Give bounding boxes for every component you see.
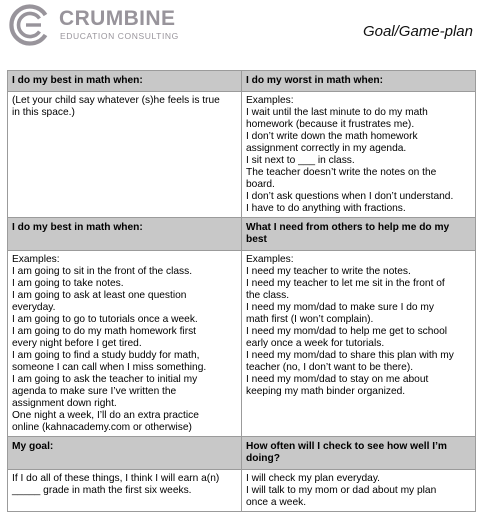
text-line: early once a week for tutorials. bbox=[246, 338, 385, 349]
text-line: agenda to make sure I’ve written the bbox=[12, 386, 177, 397]
text-line: I am going to ask at least one question bbox=[12, 290, 187, 301]
text-line: teacher (no, I don’t want to be there). bbox=[246, 362, 414, 373]
left-heading: I do my best in math when: bbox=[8, 218, 242, 251]
text-line: once a week. bbox=[246, 497, 307, 508]
text-line: every night before I get tired. bbox=[12, 338, 142, 349]
section-body-row bbox=[8, 470, 476, 512]
right-body-cell bbox=[242, 92, 476, 218]
plan-table bbox=[7, 70, 476, 512]
brand-name: CRUMBINE bbox=[59, 7, 176, 30]
text-line: someone I can call when I miss something. bbox=[12, 362, 207, 373]
text-line: I need my teacher to write the notes. bbox=[246, 266, 411, 277]
text-line: I don’t ask questions when I don’t understand. bbox=[246, 191, 454, 202]
document-title: Goal/Game-plan bbox=[362, 23, 473, 40]
text-line: _____ grade in math the first six weeks. bbox=[12, 485, 192, 496]
text-line: assignment correctly in my agenda. bbox=[246, 143, 407, 154]
section-heading-row bbox=[8, 218, 476, 251]
section-body-row bbox=[8, 92, 476, 218]
left-body-cell bbox=[8, 470, 242, 512]
text-line: I will check my plan everyday. bbox=[246, 473, 380, 484]
left-body-cell bbox=[8, 92, 242, 218]
section-heading-row bbox=[8, 71, 476, 92]
text-line: I am going to go to tutorials once a week. bbox=[12, 314, 198, 325]
text-line: If I do all of these things, I think I will earn a(n) bbox=[12, 473, 220, 484]
text-line: I need my mom/dad to make sure I do my bbox=[246, 302, 434, 313]
text-line: One night a week, I’ll do an extra practice bbox=[12, 410, 199, 421]
crumbine-c-mark-icon bbox=[8, 3, 52, 47]
text-line: homework (because it frustrates me). bbox=[246, 119, 415, 130]
text-line: assignment down right. bbox=[12, 398, 117, 409]
text-line: The teacher doesn’t write the notes on the bbox=[246, 167, 437, 178]
text-line: I wait until the last minute to do my math bbox=[246, 107, 428, 118]
section-heading-row bbox=[8, 437, 476, 470]
text-line: I am going to take notes. bbox=[12, 278, 124, 289]
right-body-cell bbox=[242, 470, 476, 512]
right-body-cell bbox=[242, 251, 476, 437]
text-line: Examples: bbox=[246, 254, 294, 265]
right-heading: What I need from others to help me do my best bbox=[242, 218, 476, 251]
text-line: the class. bbox=[246, 290, 290, 301]
text-line: I need my mom/dad to help me get to school bbox=[246, 326, 448, 337]
text-line: (Let your child say whatever (s)he feels is true bbox=[12, 95, 220, 106]
text-line: everyday. bbox=[12, 302, 56, 313]
text-line: I sit next to ___ in class. bbox=[246, 155, 355, 166]
text-line: I don’t write down the math homework bbox=[246, 131, 418, 142]
text-line: I need my teacher to let me sit in the front of bbox=[246, 278, 445, 289]
text-line: I am going to find a study buddy for math, bbox=[12, 350, 200, 361]
text-line: keeping my math binder organized. bbox=[246, 386, 406, 397]
left-heading: I do my best in math when: bbox=[8, 71, 242, 92]
text-line: I am going to ask the teacher to initial my bbox=[12, 374, 198, 385]
text-line: I will talk to my mom or dad about my plan bbox=[246, 485, 437, 496]
right-heading: I do my worst in math when: bbox=[242, 71, 476, 92]
text-line: in this space.) bbox=[12, 107, 75, 118]
text-line: I have to do anything with fractions. bbox=[246, 203, 406, 214]
right-heading: How often will I check to see how well I’m doing? bbox=[242, 437, 476, 470]
brand-tagline: EDUCATION CONSULTING bbox=[60, 31, 179, 41]
text-line: online (kahnacademy.com or otherwise) bbox=[12, 422, 192, 433]
crumbine-logo bbox=[8, 3, 188, 49]
section-body-row bbox=[8, 251, 476, 437]
left-body-cell bbox=[8, 251, 242, 437]
left-heading: My goal: bbox=[8, 437, 242, 470]
text-line: I am going to do my math homework first bbox=[12, 326, 197, 337]
text-line: math first (I won’t complain). bbox=[246, 314, 374, 325]
text-line: I am going to sit in the front of the class. bbox=[12, 266, 193, 277]
text-line: Examples: bbox=[12, 254, 60, 265]
text-line: board. bbox=[246, 179, 275, 190]
text-line: I need my mom/dad to stay on me about bbox=[246, 374, 429, 385]
text-line: Examples: bbox=[246, 95, 294, 106]
text-line: I need my mom/dad to share this plan with my bbox=[246, 350, 454, 361]
